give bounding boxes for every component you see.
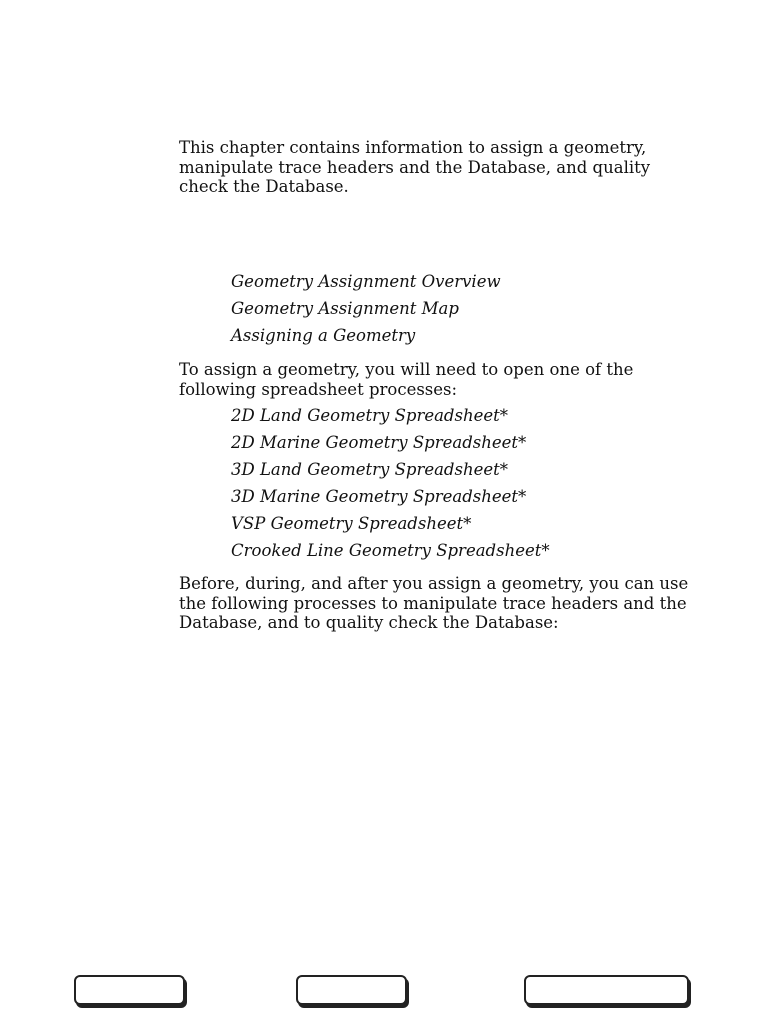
process-item: 3D Land Geometry Spreadsheet* <box>231 460 508 479</box>
process-item: VSP Geometry Spreadsheet* <box>231 514 472 533</box>
document-body <box>179 138 699 632</box>
topic-item: Geometry Assignment Map <box>231 299 459 318</box>
process-item: 3D Marine Geometry Spreadsheet* <box>231 487 527 506</box>
intro-paragraph: This chapter contains information to assign a geometry, manipulate trace headers and the Database, and quality check the Database. <box>179 138 651 196</box>
assign-paragraph: To assign a geometry, you will need to open one of the following spreadsheet processes: <box>179 360 634 399</box>
process-item: 2D Land Geometry Spreadsheet* <box>231 406 508 425</box>
nav-button-right[interactable] <box>524 975 689 1005</box>
nav-button-left[interactable] <box>74 975 185 1005</box>
process-item: 2D Marine Geometry Spreadsheet* <box>231 433 527 452</box>
spreadsheet-process-list <box>231 406 691 568</box>
topic-item: Geometry Assignment Overview <box>231 272 501 291</box>
topic-item: Assigning a Geometry <box>231 326 416 345</box>
topic-list <box>231 272 691 353</box>
process-item: Crooked Line Geometry Spreadsheet* <box>231 541 550 560</box>
before-paragraph: Before, during, and after you assign a geometry, you can use the following processes to manipulate trace headers and the Database, and to quality check the Database: <box>179 574 689 632</box>
nav-button-middle[interactable] <box>296 975 407 1005</box>
